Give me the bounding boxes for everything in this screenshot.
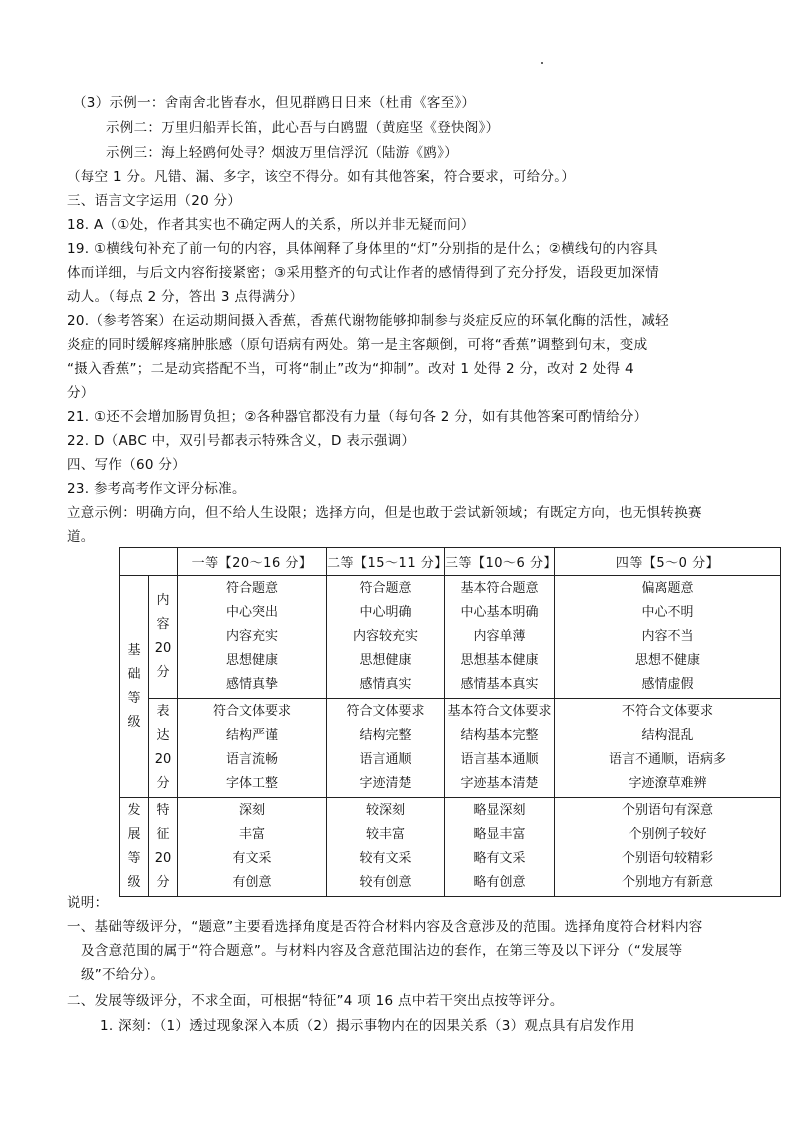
features-grade-2-cell: 较深刻 较丰富 较有文采 较有创意: [327, 798, 445, 897]
note-1-line-3: 级”不给分）。: [81, 967, 165, 983]
expression-grade-4-cell: 不符合文体要求 结构混乱 语言不通顺，语病多 字迹潦草难辨: [555, 699, 781, 798]
answer-18: 18. A（①处，作者其实也不确定两人的关系，所以并非无疑而问）: [67, 217, 475, 233]
expression-grade-3-cell: 基本符合文体要求 结构基本完整 语言基本通顺 字迹基本清楚: [445, 699, 555, 798]
answer-17-3-example-2: 示例二：万里归船弄长笛，此心吾与白鸥盟（黄庭坚《登快阁》）: [106, 120, 500, 136]
note-2: 二、发展等级评分，不求全面，可根据“特征”4 项 16 点中若干突出点按等评分。: [67, 993, 564, 1009]
header-grade-2: 二等【15～11 分】: [327, 548, 445, 576]
answer-20-line-2: 炎症的同时缓解疼痛肿胀感（原句语病有两处。第一是主客颠倒，可将“香蕉”调整到句末，变成: [67, 337, 648, 353]
features-grade-3-cell: 略显深刻 略显丰富 略有文采 略有创意: [445, 798, 555, 897]
answer-21: 21. ①还不会增加肠胃负担；②各种器官都没有力量（每句各 2 分，如有其他答案可酌情给分）: [67, 409, 648, 425]
content-grade-4-cell: 偏离题意 中心不明 内容不当 思想不健康 感情虚假: [555, 576, 781, 699]
features-grade-1-cell: 深刻 丰富 有文采 有创意: [178, 798, 327, 897]
answer-19-line-2: 体而详细，与后文内容衔接紧密；③采用整齐的句式让作者的感情得到了充分抒发，语段更加深情: [67, 265, 660, 281]
header-grade-3: 三等【10～6 分】: [445, 548, 555, 576]
theme-examples-line-2: 道。: [67, 529, 95, 545]
notes-heading: 说明：: [67, 895, 109, 911]
group-label-basic: 基 础 等 级: [120, 576, 149, 798]
table-header-row: [120, 548, 781, 576]
answer-20-line-3: “摄入香蕉”；二是动宾搭配不当，可将“制止”改为“抑制”。改对 1 处得 2 分，改对 2 处得 4: [67, 361, 634, 377]
theme-examples-line-1: 立意示例：明确方向，但不给人生设限；选择方向，但是也敢于尝试新领域；有既定方向，也无惧转换赛: [67, 505, 702, 521]
content-grade-1-cell: 符合题意 中心突出 内容充实 思想健康 感情真挚: [178, 576, 327, 699]
header-grade-4: 四等【5～0 分】: [555, 548, 781, 576]
content-grade-2-cell: 符合题意 中心明确 内容较充实 思想健康 感情真实: [327, 576, 445, 699]
answer-19-line-1: 19. ①横线句补充了前一句的内容，具体阐释了身体里的“灯”分别指的是什么；②横线句的内容具: [67, 241, 658, 257]
answer-17-3-example-1: （3）示例一：舍南舍北皆春水，但见群鸥日日来（杜甫《客至》）: [73, 95, 476, 111]
section-label-expression: 表 达 20 分: [149, 699, 178, 798]
scan-dot-mark: [541, 62, 543, 64]
expression-grade-2-cell: 符合文体要求 结构完整 语言通顺 字迹清楚: [327, 699, 445, 798]
header-corner-cell: [120, 548, 178, 576]
table-row-features: [120, 798, 781, 897]
note-1-line-1: 一、基础等级评分，“题意”主要看选择角度是否符合材料内容及含意涉及的范围。选择角度符合材料内容: [67, 919, 703, 935]
table-row-expression: [120, 699, 781, 798]
header-grade-1: 一等【20～16 分】: [178, 548, 327, 576]
note-1-line-2: 及含意范围的属于“符合题意”。与材料内容及含意范围沾边的套作，在第三等及以下评分（“发展等: [81, 943, 683, 959]
answer-22: 22. D（ABC 中，双引号都表示特殊含义，D 表示强调）: [67, 433, 416, 449]
section-3-heading: 三、语言文字运用（20 分）: [67, 193, 242, 209]
scoring-note-17: （每空 1 分。凡错、漏、多字，该空不得分。如有其他答案，符合要求，可给分。）: [67, 169, 576, 185]
expression-grade-1-cell: 符合文体要求 结构严谨 语言流畅 字体工整: [178, 699, 327, 798]
answer-17-3-example-3: 示例三：海上轻鸥何处寻？烟波万里信浮沉（陆游《鸥》）: [106, 145, 459, 161]
features-grade-4-cell: 个别语句有深意 个别例子较好 个别语句较精彩 个别地方有新意: [555, 798, 781, 897]
answer-20-line-1: 20.（参考答案）在运动期间摄入香蕉，香蕉代谢物能够抑制参与炎症反应的环氧化酶的活性，减轻: [67, 313, 669, 329]
section-label-content: 内 容 20 分: [149, 576, 178, 699]
essay-grading-table: [119, 547, 781, 897]
content-grade-3-cell: 基本符合题意 中心基本明确 内容单薄 思想基本健康 感情基本真实: [445, 576, 555, 699]
answer-23: 23. 参考高考作文评分标准。: [67, 481, 246, 497]
section-label-features: 特 征 20 分: [149, 798, 178, 897]
group-label-development: 发 展 等 级: [120, 798, 149, 897]
section-4-heading: 四、写作（60 分）: [67, 457, 186, 473]
answer-19-line-3: 动人。（每点 2 分，答出 3 点得满分）: [67, 289, 304, 305]
note-2-item-1-depth: 1. 深刻：（1）透过现象深入本质（2）揭示事物内在的因果关系（3）观点具有启发作用: [100, 1018, 635, 1034]
table-row-content: [120, 576, 781, 699]
answer-20-line-4: 分）: [67, 385, 95, 401]
